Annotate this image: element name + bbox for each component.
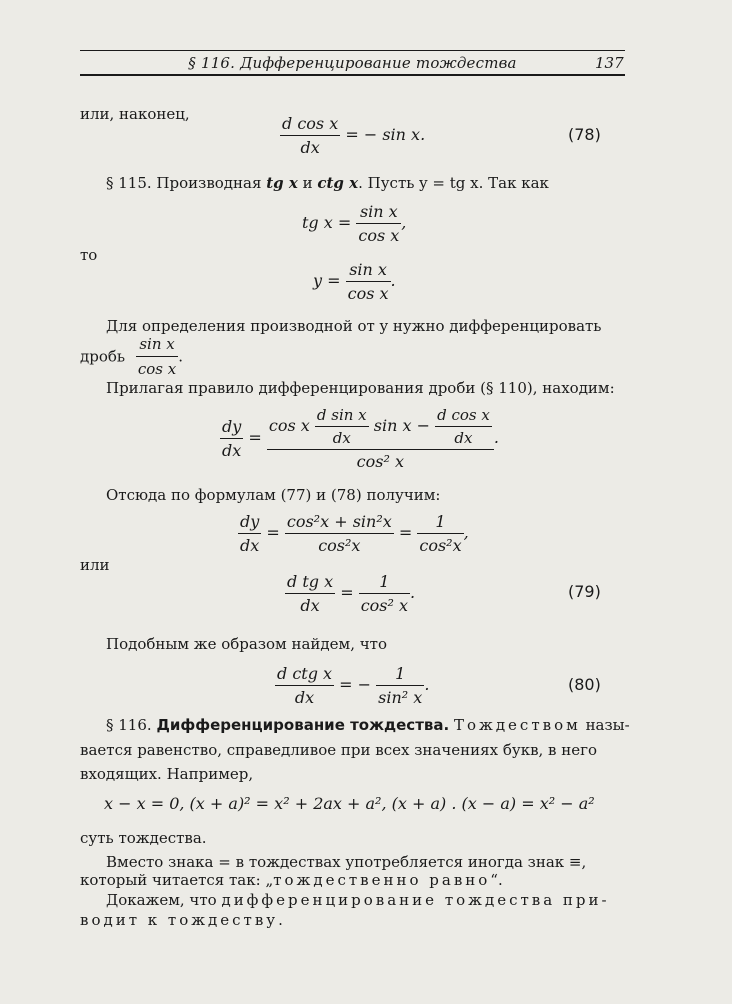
fraction-numerator: 1: [379, 572, 390, 591]
fraction-denominator: dx: [435, 426, 492, 447]
equation-number-79: (79): [568, 582, 601, 601]
fraction-denominator: cos² x: [359, 593, 410, 615]
punct: .: [493, 428, 499, 447]
text-kotoryi: [80, 870, 503, 890]
fraction-denominator: dx: [285, 593, 335, 615]
section-title: Дифференцирование тождества.: [156, 716, 450, 734]
formula-tg: [302, 202, 406, 245]
page-number: 137: [595, 54, 624, 72]
fraction-numerator: sin x: [359, 202, 398, 221]
fraction-denominator: cos x: [356, 223, 401, 245]
fraction-numerator: d ctg x: [277, 664, 333, 683]
fraction-numerator: d sin x: [316, 406, 367, 424]
fraction: [417, 512, 463, 555]
text-dlya-opredeleniya: Для определения производной от y нужно дифференцировать: [106, 317, 602, 335]
punct: .: [410, 583, 416, 602]
fraction-denominator: cos²x: [417, 533, 463, 555]
formula-79: [285, 572, 415, 615]
fraction-numerator: d cos x: [437, 406, 490, 424]
text-ili-nakonets: или, наконец,: [80, 105, 190, 123]
fraction: [136, 334, 178, 379]
fraction-denominator: cos x: [136, 356, 178, 379]
punct: .: [178, 347, 183, 366]
text-otsyuda: Отсюда по формулам (77) и (78) получим:: [106, 486, 441, 504]
fraction-numerator: d cos x: [282, 114, 339, 133]
equals-sign: =: [398, 523, 413, 542]
text-vmesto: Вместо знака = в тождествах употребляется иногда знак ≡,: [106, 853, 587, 871]
fraction: [285, 572, 335, 615]
text-dokazhem: [106, 890, 610, 910]
term-cos: cos x: [268, 416, 310, 435]
fraction: [346, 260, 391, 303]
fraction: [435, 406, 492, 447]
fraction: [359, 572, 410, 615]
formula-identities: x − x = 0, (x + a)² = x² + 2ax + a², (x + a) . (x − a) = x² − a²: [104, 794, 595, 813]
fraction-dy-dx: [220, 417, 243, 460]
section-116-heading: [106, 715, 630, 735]
fraction-numerator: dy: [240, 512, 260, 531]
formula-78: [280, 114, 425, 157]
text-part: который читается так: „: [80, 871, 274, 889]
spaced-term: дифференцирование тождества при-: [221, 891, 610, 909]
equals-sign: =: [266, 523, 280, 542]
equals-sign: =: [340, 583, 354, 602]
text-to: то: [80, 246, 98, 264]
formula-quotient: [220, 406, 499, 471]
text-s116-line3: входящих. Например,: [80, 765, 254, 783]
equals-minus: = −: [339, 675, 372, 694]
fraction-numerator: 1: [395, 664, 406, 683]
equation-number-78: (78): [568, 125, 601, 144]
text-drob: [80, 334, 183, 379]
text-sut: суть тождества.: [80, 829, 207, 847]
fraction-numerator: sin x: [349, 260, 387, 279]
fraction-denominator: dx: [220, 438, 243, 460]
fraction: [376, 664, 424, 707]
fraction-denominator: cos²x: [285, 533, 394, 555]
formula-rhs: = − sin x.: [345, 125, 426, 144]
punct: ,: [401, 213, 407, 232]
running-header-title: § 116. Дифференцирование тождества: [188, 54, 517, 72]
drob-word: дробь: [80, 347, 126, 366]
fraction-numerator: [267, 406, 494, 449]
heading-ctg: ctg x: [317, 174, 359, 192]
section-number: § 116.: [106, 716, 152, 734]
text-s116-line2: вается равенство, справедливое при всех значениях букв, в него: [80, 741, 598, 759]
spaced-term: тождественно равно: [273, 871, 491, 889]
punct: .: [424, 675, 430, 694]
fraction: [280, 114, 340, 157]
formula-lhs: tg x =: [302, 213, 352, 232]
fraction-denominator: cos x: [346, 281, 391, 303]
fraction: [285, 512, 394, 555]
fraction-numerator: sin x: [139, 335, 175, 353]
fraction-numerator: 1: [435, 512, 446, 531]
fraction-denominator: dx: [315, 426, 369, 447]
spaced-term: Тождеством: [453, 716, 581, 734]
text-prilagaya: Прилагая правило дифференцирования дроби (§ 110), находим:: [106, 379, 615, 397]
fraction-numerator: d tg x: [287, 572, 334, 591]
heading-text: § 115. Производная: [106, 174, 262, 192]
fraction: [315, 406, 369, 447]
punct: .: [390, 271, 396, 290]
text-podobnym: Подобным же образом найдем, что: [106, 635, 387, 653]
equation-number-80: (80): [568, 675, 601, 694]
text-part: “.: [490, 871, 503, 889]
fraction-denominator: dx: [280, 135, 340, 157]
punct: ,: [463, 523, 469, 542]
fraction-numerator: cos²x + sin²x: [286, 512, 392, 531]
heading-rest: назы-: [585, 716, 630, 734]
fraction-numerator: dy: [222, 417, 242, 436]
heading-rest: . Пусть y = tg x. Так как: [358, 174, 549, 192]
formula-80: [275, 664, 429, 707]
fraction-denominator: cos² x: [267, 449, 494, 471]
text-dokazhem-line2: водит к тождеству.: [80, 911, 286, 929]
formula-lhs: y =: [313, 271, 341, 290]
section-115-heading: [106, 173, 549, 193]
fraction-denominator: dx: [238, 533, 261, 555]
header-bottom-rule: [80, 74, 625, 76]
header-top-rule: [80, 50, 625, 51]
text-part: Докажем, что: [106, 891, 217, 909]
heading-tg: tg x: [266, 174, 298, 192]
formula-result: [238, 512, 469, 555]
formula-y: [313, 260, 396, 303]
term-sin: sin x −: [373, 416, 430, 435]
text-ili: или: [80, 556, 110, 574]
fraction: [356, 202, 401, 245]
fraction-main: [267, 406, 494, 471]
fraction-dy-dx: [238, 512, 261, 555]
fraction: [275, 664, 334, 707]
fraction-denominator: sin² x: [376, 685, 424, 707]
fraction-denominator: dx: [275, 685, 334, 707]
heading-and: и: [297, 174, 318, 192]
equals-sign: =: [248, 428, 262, 447]
